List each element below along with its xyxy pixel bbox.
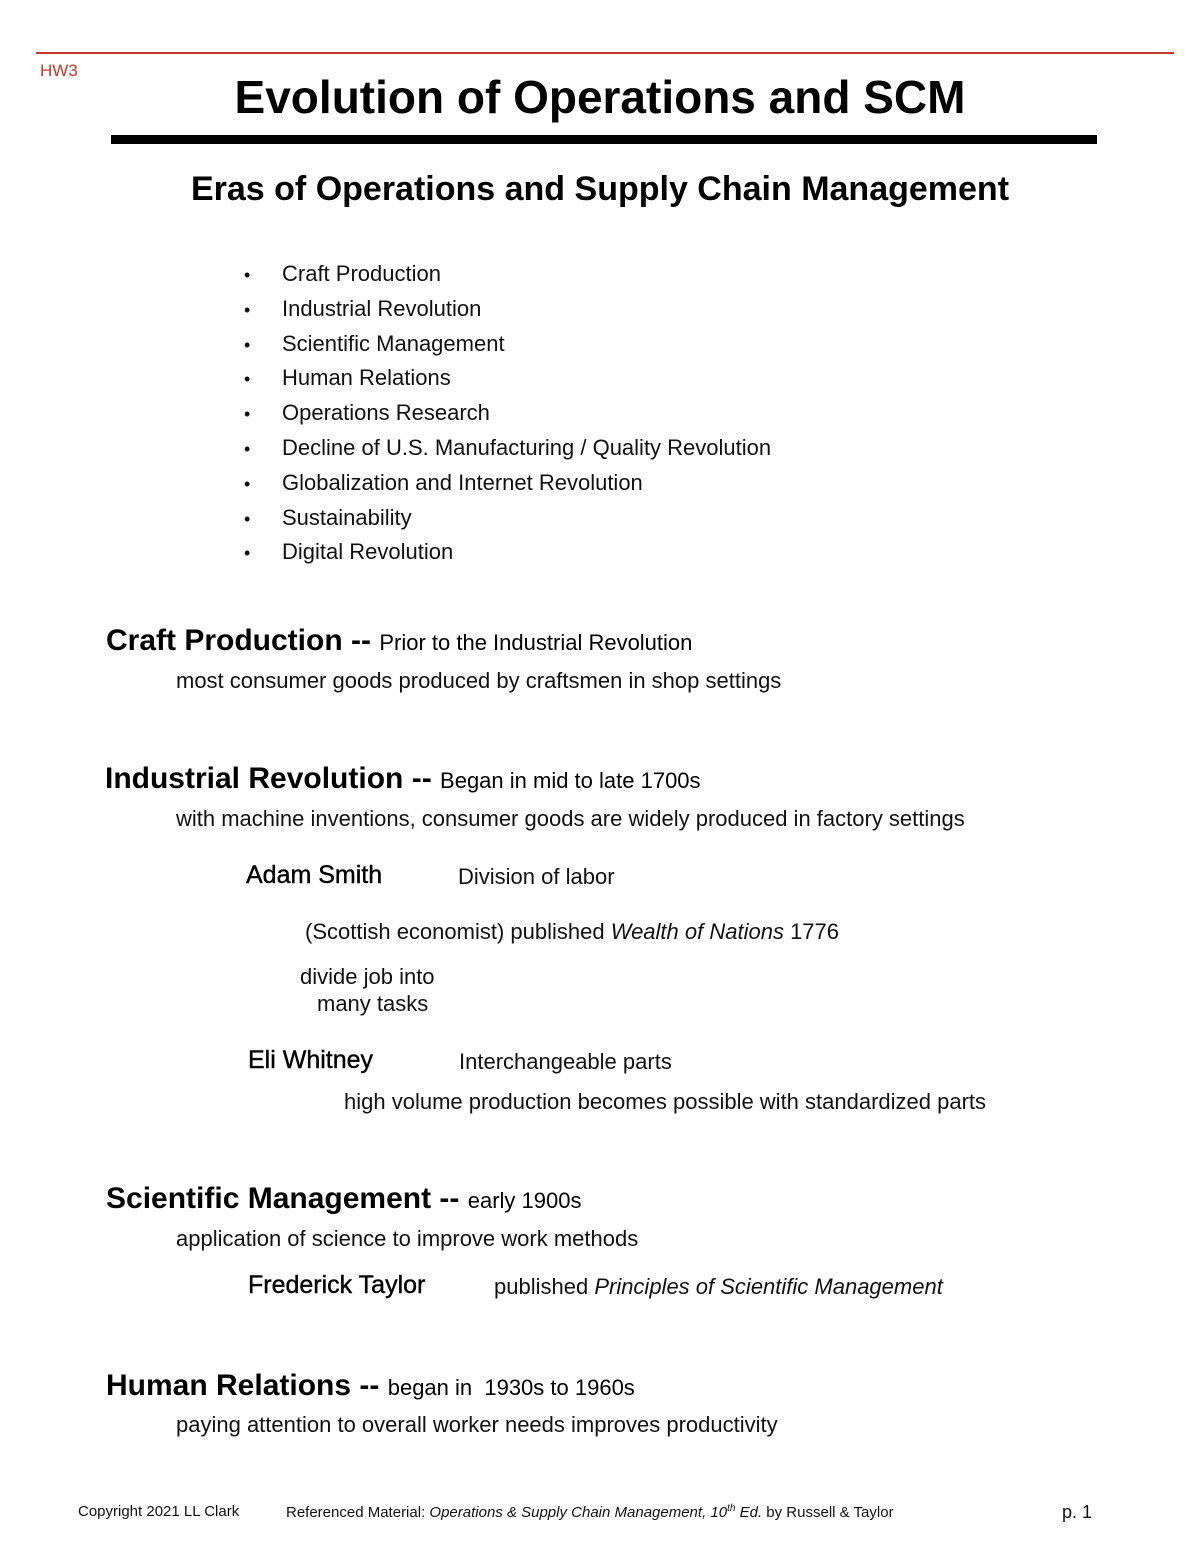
- industrial-description: with machine inventions, consumer goods are widely produced in factory settings: [176, 806, 965, 831]
- list-item: • Craft Production: [244, 259, 771, 294]
- adam-smith-publication: (Scottish economist) published Wealth of Nations 1776: [305, 919, 840, 944]
- bullet-icon: •: [244, 438, 251, 459]
- footer-copyright: Copyright 2021 LL Clark: [78, 1503, 240, 1520]
- scientific-description: application of science to improve work methods: [176, 1226, 639, 1251]
- human-relations-heading: Human Relations -- began in 1930s to 1960s: [106, 1369, 635, 1402]
- eras-list: [244, 259, 771, 572]
- bullet-icon: •: [244, 299, 251, 320]
- frederick-taylor-publication: published Principles of Scientific Management: [494, 1274, 943, 1299]
- scientific-heading: Scientific Management -- early 1900s: [106, 1182, 582, 1215]
- list-item: • Human Relations: [244, 363, 771, 398]
- page-title: Evolution of Operations and SCM: [234, 71, 966, 123]
- list-item: • Sustainability: [244, 503, 771, 538]
- bullet-icon: •: [244, 265, 251, 285]
- bullet-icon: •: [244, 404, 251, 425]
- list-item: • Digital Revolution: [244, 537, 771, 572]
- eli-whitney-detail: high volume production becomes possible with standardized parts: [344, 1089, 987, 1114]
- adam-smith-name: Adam Smith: [246, 861, 383, 889]
- page-subtitle: Eras of Operations and Supply Chain Management: [190, 170, 1010, 208]
- bullet-icon: •: [244, 334, 251, 355]
- bullet-icon: •: [244, 508, 251, 529]
- list-item: • Industrial Revolution: [244, 294, 771, 329]
- list-item: • Globalization and Internet Revolution: [244, 468, 771, 503]
- list-item: • Decline of U.S. Manufacturing / Quality Revolution: [244, 433, 771, 468]
- list-item: • Operations Research: [244, 398, 771, 433]
- bullet-icon: •: [244, 369, 251, 390]
- footer-reference: Referenced Material: Operations & Supply Chain Management, 10th Ed. by Russell & Taylor: [286, 1503, 894, 1521]
- eli-whitney-name: Eli Whitney: [248, 1046, 374, 1074]
- frederick-taylor-name: Frederick Taylor: [248, 1271, 426, 1299]
- eli-whitney-topic: Interchangeable parts: [459, 1049, 672, 1074]
- title-underline: [111, 135, 1097, 144]
- adam-smith-topic: Division of labor: [458, 864, 615, 889]
- human-relations-description: paying attention to overall worker needs improves productivity: [176, 1412, 778, 1437]
- top-red-rule: [36, 52, 1174, 54]
- hw-tag: HW3: [40, 61, 78, 80]
- adam-smith-detail-1: divide job into: [300, 964, 435, 989]
- adam-smith-detail-2: many tasks: [317, 991, 429, 1016]
- craft-heading: Craft Production -- Prior to the Industrial Revolution: [106, 624, 693, 657]
- page-number: p. 1: [1062, 1502, 1093, 1522]
- bullet-icon: •: [244, 473, 251, 494]
- list-item: • Scientific Management: [244, 329, 771, 364]
- industrial-heading: Industrial Revolution -- Began in mid to late 1700s: [105, 762, 701, 795]
- bullet-icon: •: [244, 543, 251, 564]
- craft-description: most consumer goods produced by craftsmen in shop settings: [176, 668, 782, 693]
